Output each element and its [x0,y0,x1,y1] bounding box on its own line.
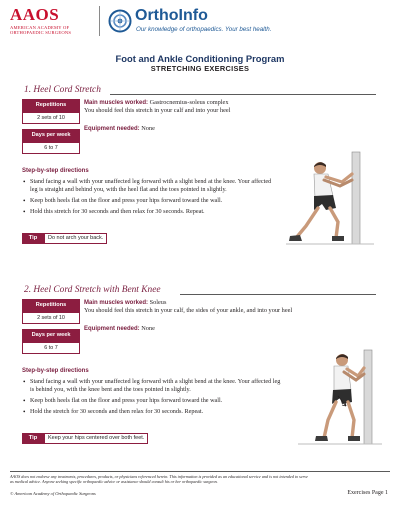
footer-disclaimer: AAOS does not endorse any treatments, procedures, products, or physicians referenced herein. This information is provided as an educational service and is not intended to serve as medical advice. Anyone seeking specific orthopaedic advice or assistance should consult his or her orthopaedic surgeon. [10,474,309,485]
equipment-label: Equipment needed: [84,126,140,132]
days-per-week-value: 6 to 7 [22,342,80,354]
footer-rule [10,471,390,472]
directions-heading: Step-by-step directions [22,368,89,374]
exercise-2-rule [180,294,376,295]
feel-text: You should feel this stretch in your calf, the sides of your ankle, and into your heel [84,307,293,314]
muscles-value: Soleus [149,299,167,306]
page-number: Exercises Page 1 [347,490,388,496]
days-per-week-value: 6 to 7 [22,142,80,154]
list-item: • Stand facing a wall with your unaffected leg forward with a slight bend at the knee. Your affected leg is straight and behind you, with the heel flat and the toes pointed in slightly. [23,178,272,193]
repetitions-value: 2 sets of 10 [22,312,80,324]
repetitions-value: 2 sets of 10 [22,112,80,124]
orthoinfo-globe-icon [108,9,132,33]
tip-label: Tip [22,433,44,444]
days-per-week-label: Days per week [22,329,80,342]
heel-cord-stretch-illustration [284,150,384,250]
muscles-label: Main muscles worked: [84,300,149,306]
program-title: Foot and Ankle Conditioning Program [115,53,285,64]
directions-heading: Step-by-step directions [22,168,89,174]
orthoinfo-name: OrthoInfo [135,7,208,24]
list-item: • Keep both heels flat on the floor and press your hips forward toward the wall. [23,197,223,205]
program-subtitle: STRETCHING EXERCISES [150,64,250,73]
aaos-logo-word: AAOS [10,5,60,24]
list-item: • Hold the stretch for 30 seconds and then relax for 30 seconds. Repeat. [23,408,204,416]
list-item: • Keep both heels flat on the floor and press your hips forward toward the wall. [23,397,223,405]
directions-list [22,178,272,219]
equipment-value: None [141,125,155,132]
exercise-1-rule [110,94,376,95]
tip-text: Keep your hips centered over both feet. [44,433,148,444]
feel-text: You should feel this stretch in your calf and into your heel [84,107,231,114]
header-divider [99,6,100,36]
list-item: • Hold this stretch for 30 seconds and then relax for 30 seconds. Repeat. [23,208,205,216]
repetitions-label: Repetitions [22,99,80,112]
list-item: • Stand facing a wall with your unaffected leg forward with a slight bend at the knee. Your affected leg is behind you, with the knee bent and the toes pointed in slightly. [23,378,281,393]
equipment-label: Equipment needed: [84,326,140,332]
tip-label: Tip [22,233,44,244]
footer-copyright: © American Academy of Orthopaedic Surgeons [10,491,96,496]
muscles-worked [84,299,166,307]
bent-knee-stretch-illustration [294,346,386,450]
tip-text: Do not arch your back. [44,233,107,244]
aaos-logo [10,6,100,36]
days-per-week-label: Days per week [22,129,80,142]
exercise-2-title: 2. Heel Cord Stretch with Bent Knee [24,285,161,295]
aaos-logo-subtitle: AMERICAN ACADEMY OF ORTHOPAEDIC SURGEONS [10,25,72,36]
exercise-1-title: 1. Heel Cord Stretch [24,85,101,95]
muscles-label: Main muscles worked: [84,100,149,106]
equipment-needed [84,325,155,333]
muscles-worked [84,99,228,107]
equipment-needed [84,125,155,133]
equipment-value: None [141,325,155,332]
repetitions-label: Repetitions [22,299,80,312]
directions-list [22,378,284,419]
orthoinfo-tagline: Our knowledge of orthopaedics. Your best health. [136,26,272,33]
muscles-value: Gastrocnemius-soleus complex [149,99,229,106]
